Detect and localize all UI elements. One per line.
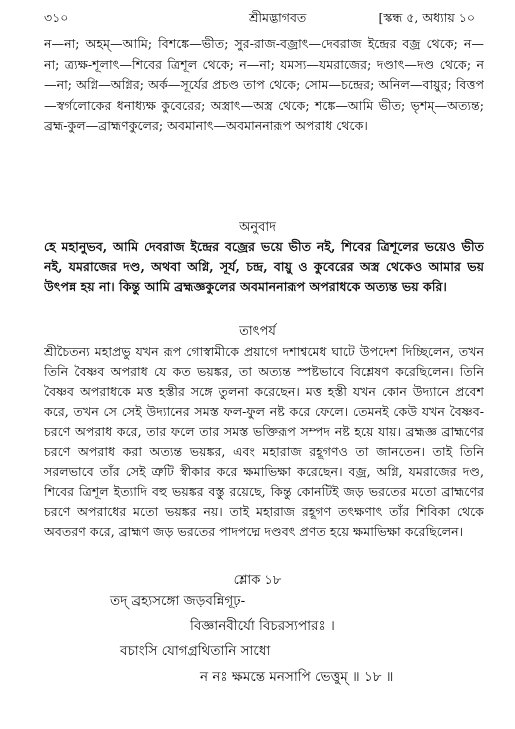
page-number: ৩১০ xyxy=(44,10,69,25)
verse-heading: শ্লোক ১৮ xyxy=(233,573,282,588)
verse-line: বিজ্ঞানবীর্যো বিচরস্যপারঃ । xyxy=(190,618,335,634)
word-meanings: ন—না; অহম্—আমি; বিশঙ্কে—ভীত; সুর-রাজ-বজ্রাৎ—দেবরাজ ইন্দ্রের বজ্র থেকে; ন—না; ত্র্যক্ষ-শূলাৎ—শিবের ত্রিশূল থেকে; ন—না; যমস্য—যমরাজের; দণ্ডাৎ—দণ্ড থেকে; ন—না; অগ্নি—অগ্নির; অর্ক—সূর্যের প্রচণ্ড তাপ থেকে; সোম—চন্দ্রের; অনিল—বায়ুর; বিত্তপ—স্বর্গলোকের ধনাধ্যক্ষ কুবেরের; অস্ত্রাৎ—অস্ত্র থেকে; শঙ্কে—আমি ভীত; ভৃশম্—অত্যন্ত; ব্রহ্ম-কুল—ব্রাহ্মণকুলের; অবমানাৎ—অবমাননারূপ অপরাধ থেকে। xyxy=(44,36,484,133)
chapter-location: [স্কন্ধ ৫, অধ্যায় ১০ xyxy=(378,10,475,25)
purport-heading: তাৎপর্য xyxy=(239,324,276,339)
purport-text: শ্রীচৈতন্য মহাপ্রভু যখন রূপ গোস্বামীকে প্রয়াগে দশাশ্বমেধ ঘাটে উপদেশ দিচ্ছিলেন, তখন তিনি বৈষ্ণব অপরাধ যে কত ভয়ঙ্কর, তা অত্যন্ত স্পষ্টভাবে বিশ্লেষণ করেছিলেন। তিনি বৈষ্ণব অপরাধকে মত্ত হস্তীর সঙ্গে তুলনা করেছেন। মত্ত হস্তী যখন কোন উদ্যানে প্রবেশ করে, তখন সে সেই উদ্যানের সমস্ত ফল-ফুল নষ্ট করে ফেলে। তেমনই কেউ যখন বৈষ্ণব-চরণে অপরাধ করে, তার ফলে তার সমস্ত ভক্তিরূপ সম্পদ নষ্ট হয়ে যায়। ব্রহ্মজ্ঞ ব্রাহ্মণের চরণে অপরাধ করা অত্যন্ত ভয়ঙ্কর, এবং মহারাজ রহূগণও তা জানতেন। তাই তিনি সরলভাবে তাঁর সেই ত্রুটি স্বীকার করে ক্ষমাভিক্ষা করেছেন। বজ্র, অগ্নি, যমরাজের দণ্ড, শিবের ত্রিশূল ইত্যাদি বহু ভয়ঙ্কর বস্তু রয়েছে, কিন্তু কোনটিই জড় ভরতের মতো ব্রাহ্মণের চরণে অপরাধের মতো ভয়ঙ্কর নয়। তাই মহারাজ রহূগণ তৎক্ষণাৎ তাঁর শিবিকা থেকে অবতরণ করে, ব্রাহ্মণ জড় ভরতের পাদপদ্মে দণ্ডবৎ প্রণত হয়ে ক্ষমাভিক্ষা করেছিলেন। xyxy=(44,344,484,539)
translation-text: হে মহানুভব, আমি দেবরাজ ইন্দ্রের বজ্রের ভয়ে ভীত নই, শিবের ত্রিশূলের ভয়েও ভীত নই, যমরাজের দণ্ড, অথবা অগ্নি, সূর্য, চন্দ্র, বায়ু ও কুবেরের অস্ত্র থেকেও আমার ভয় উৎপন্ন হয় না। কিন্তু আমি ব্রহ্মজ্ঞকুলের অবমাননারূপ অপরাধকে অত্যন্ত ভয় করি। xyxy=(44,239,484,295)
verse-line: তদ্ ব্রহ্যসঙ্গো জড়বন্নিগূঢ়- xyxy=(110,593,246,609)
verse-line: ন নঃ ক্ষমন্তে মনসাপি ভেত্তুম্ ॥ ১৮ ॥ xyxy=(200,669,394,685)
translation-heading: অনুবাদ xyxy=(239,220,276,235)
page-header xyxy=(44,10,475,30)
verse-line: বচাংসি যোগগ্রথিতানি সাধো xyxy=(120,643,271,659)
book-title: শ্রীমদ্ভাগবত xyxy=(249,10,307,25)
